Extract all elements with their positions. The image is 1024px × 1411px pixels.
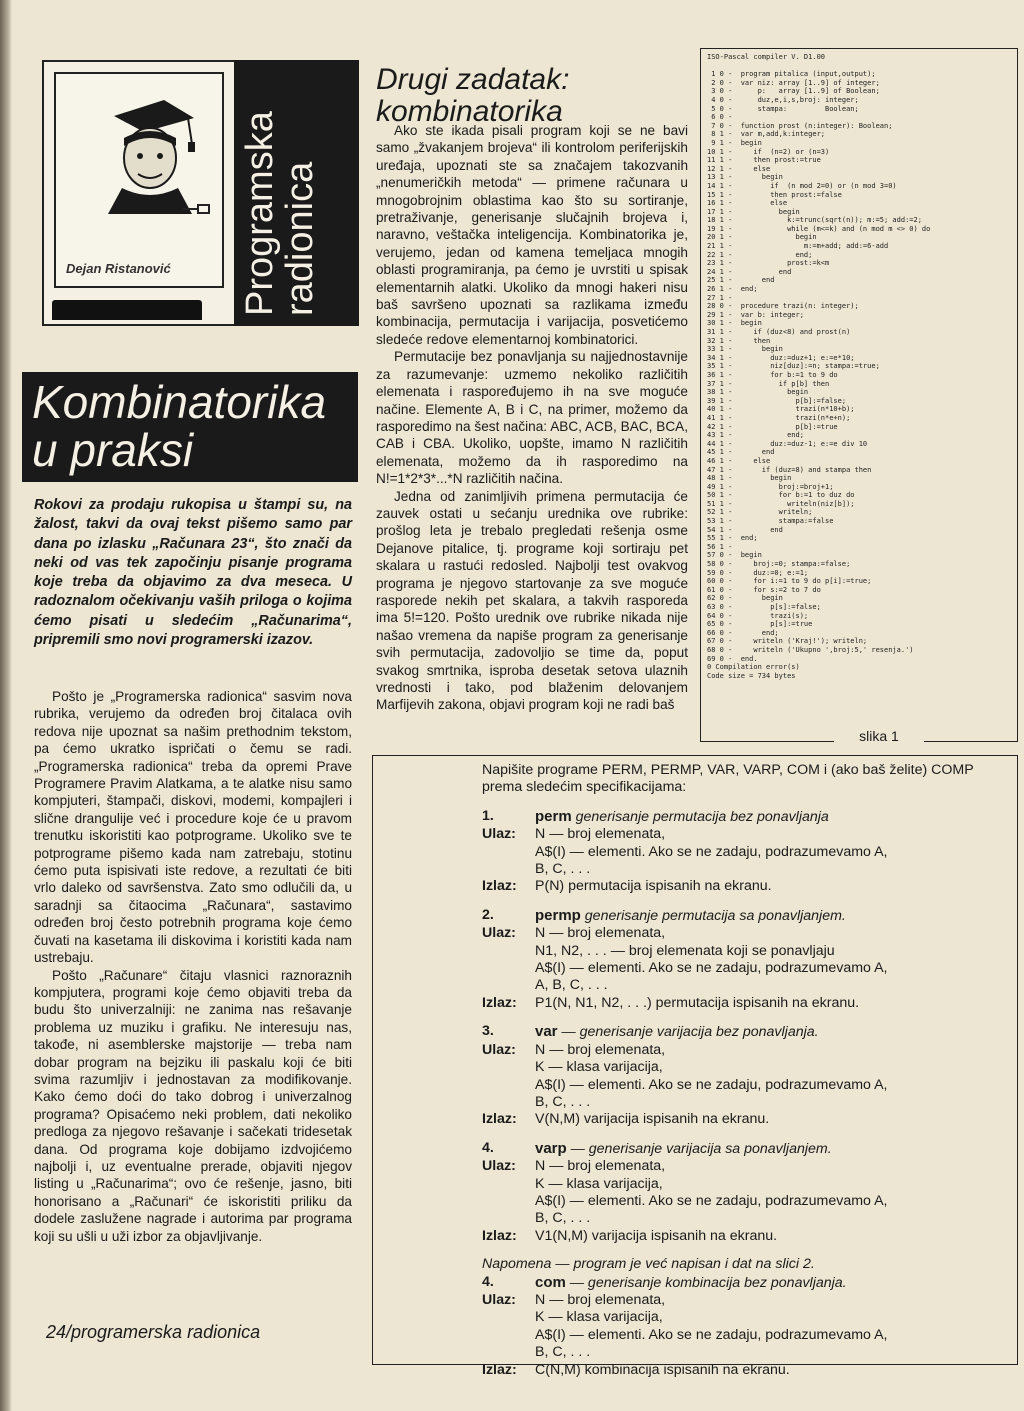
spec-input-text: A, B, C, . . .: [535, 977, 608, 994]
spec-input-row: [482, 1210, 987, 1227]
body-paragraph: Pošto „Računare“ čitaju vlasnici raznoraznih kompjutera, programi koje ćemo objaviti treba da budu što univerzalniji: ne zanima nas rešavanje problema uz muziku i grafiku. Ne interesuju nas, takođe, ni asemblerske majstorije — treba nam dobar program na bejziku ili paskalu koji će biti svima razumljiv i jednostavan za modifikovanje. Kako ćemo doći do tako dobrog i univerzalnog programa? Opisaćemo neki problem, dati nekoliko predloga za njegovo rešavanje i sačekati tridesetak dana. Od programa koje dobijamo izdvojićemo najbolji i, uz eventualne prerade, objaviti njegov listing u „Računarima“; ovo će rešenje, jasno, biti honorisano a „Računari“ će iskoristiti priliku da dodele zaslužene nagrade i autorima par programa koji su ušli u uži izbor za objavljivanje.: [34, 967, 352, 1244]
column-title-line-1: Programska: [239, 111, 281, 316]
spec-input-text: K — klasa varijacija,: [535, 1309, 663, 1326]
code-line: 3 0 - p: array [1..9] of Boolean;: [707, 87, 880, 96]
spec-input-row-label: [482, 1327, 535, 1344]
spec-item-heading: [535, 1141, 832, 1157]
monitor-screen: [54, 72, 224, 288]
spec-input-row-label: Ulaz:: [482, 826, 516, 843]
spec-input-row-label: Ulaz:: [482, 925, 516, 942]
spec-item-heading: [535, 1275, 847, 1291]
spec-input-text: A$(I) — elementi. Ako se ne zadaju, podrazumevamo A,: [535, 1326, 888, 1343]
code-line: 68 0 - writeln ('Ukupno ',broj:5,' resenja.'): [707, 645, 914, 654]
spec-input-row: [482, 1309, 987, 1326]
code-line: 62 0 - begin: [707, 594, 783, 603]
section-heading-line-1: Drugi zadatak:: [376, 63, 570, 96]
spec-input-text: A$(I) — elementi. Ako se ne zadaju, podrazumevamo A,: [535, 1076, 888, 1093]
spec-input-row-value: [535, 943, 987, 960]
code-listing-figure: [700, 48, 1018, 742]
article-title-line-1: Kombinatorika: [32, 376, 327, 428]
spec-output-row-value: [535, 1228, 987, 1245]
spec-input-row-label: Ulaz:: [482, 1041, 516, 1058]
spec-input-text: A$(I) — elementi. Ako se ne zadaju, podrazumevamo A,: [535, 843, 888, 860]
code-line: 43 1 - end;: [707, 431, 804, 440]
code-line: 54 1 - end: [707, 525, 783, 534]
spec-input-row-value: [535, 861, 987, 878]
code-line: 17 1 - begin: [707, 207, 800, 216]
code-line: 61 0 - for s:=2 to 7 do: [707, 585, 821, 594]
spec-input-row-label: [482, 977, 535, 994]
spec-gap: [482, 1245, 987, 1256]
code-line: ISO-Pascal compiler V. D1.00: [707, 53, 826, 61]
spec-input-row-value: [535, 844, 987, 861]
spec-item-permp-label: 2.: [482, 906, 494, 923]
code-line: 20 1 - begin: [707, 233, 817, 242]
spec-item-perm: [482, 808, 987, 826]
code-line: 45 1 - end: [707, 448, 775, 457]
spec-input-row-value: [535, 960, 987, 977]
spec-intro: Napišite programe PERM, PERMP, VAR, VARP, COM i (ako baš želite) COMP prema sledećim specifikacijama:: [482, 762, 974, 796]
spec-item-permp: [482, 907, 987, 925]
spec-item-perm-value: [535, 808, 987, 826]
spec-program-name: var: [535, 1023, 558, 1041]
code-line: 21 1 - m:=m+add; add:=6-add: [707, 242, 889, 251]
column-title-box: [234, 60, 359, 326]
code-line: 52 1 - writeln;: [707, 508, 813, 517]
code-line: 4 0 - duz,e,i,s,broj: integer;: [707, 95, 859, 104]
spec-gap: [482, 896, 987, 907]
code-line: 60 0 - for i:=1 to 9 do p[i]:=true;: [707, 577, 872, 586]
spec-program-name: varp: [535, 1139, 567, 1157]
spec-input-row-label: [482, 844, 535, 861]
code-line: 34 1 - duz:=duz+1; e:=e*10;: [707, 353, 855, 362]
spec-input-row-label: Ulaz:: [482, 1158, 516, 1175]
spec-input-text: K — klasa varijacija,: [535, 1175, 663, 1192]
column-title: [240, 76, 320, 316]
section-heading: [376, 64, 696, 128]
spec-input-row-label: [482, 861, 535, 878]
spec-input-text: A$(I) — elementi. Ako se ne zadaju, podrazumevamo A,: [535, 1192, 888, 1209]
code-line: 48 1 - begin: [707, 474, 792, 483]
computer-illustration: [42, 60, 236, 326]
spec-input-row-value: [535, 1094, 987, 1111]
spec-output-row-label: Izlaz:: [482, 878, 517, 895]
spec-input-row-label: [482, 1210, 535, 1227]
code-line: 59 0 - duz:=0; e:=1;: [707, 568, 809, 577]
spec-input-row: [482, 1292, 987, 1309]
spec-item-heading: [535, 809, 829, 825]
code-line: 8 1 - var m,add,k:integer;: [707, 130, 826, 139]
spec-input-text: N — broj elemenata,: [535, 1291, 666, 1308]
code-line: 66 0 - end;: [707, 628, 779, 637]
page-footer: 24/programerska radionica: [46, 1322, 261, 1342]
spec-input-text: B, C, . . .: [535, 1210, 591, 1227]
spec-input-row-value: [535, 1077, 987, 1094]
code-line: 1 0 - program pitalica (input,output);: [707, 70, 876, 79]
spec-gap: [482, 1129, 987, 1140]
spec-input-text: B, C, . . .: [535, 1344, 591, 1361]
code-line: 26 1 - end;: [707, 285, 758, 294]
code-line: 2 0 - var niz: array [1..9] of integer;: [707, 78, 880, 87]
code-line: 65 0 - p[s]:=true: [707, 620, 813, 629]
spec-input-row-value: [535, 1210, 987, 1227]
code-line: 15 1 - then prost:=false: [707, 190, 842, 199]
code-line: 6 0 -: [707, 113, 733, 122]
spec-input-row: [482, 1344, 987, 1361]
code-line: 30 1 - begin: [707, 319, 762, 328]
spec-input-row: [482, 861, 987, 878]
code-line: 36 1 - for b:=1 to 9 do: [707, 370, 838, 379]
spec-input-row: [482, 1327, 987, 1344]
spec-input-row-label: [482, 1176, 535, 1193]
spec-input-row: [482, 1042, 987, 1059]
spec-output-row-value: [535, 995, 987, 1012]
code-line: 29 1 - var b: integer;: [707, 310, 804, 319]
code-line: 32 1 - then: [707, 336, 771, 345]
spec-program-description: generisanje permutacija sa ponavljanjem.: [584, 907, 846, 924]
spec-item-varp-value: [535, 1140, 987, 1158]
article-title-line-2: u praksi: [32, 424, 194, 476]
code-line: 56 1 -: [707, 542, 733, 551]
page-gutter-shadow: [0, 0, 12, 1411]
pascal-code-listing: [707, 53, 1017, 680]
code-line: 33 1 - begin: [707, 345, 783, 354]
code-line: 39 1 - p[b]:=false;: [707, 396, 847, 405]
spec-input-row: [482, 1077, 987, 1094]
spec-output-row-value: [535, 1362, 987, 1379]
code-line: 5 0 - stampa: Boolean;: [707, 104, 859, 113]
spec-input-row-label: [482, 1094, 535, 1111]
spec-input-row-value: [535, 925, 987, 942]
spec-gap: [482, 1012, 987, 1023]
code-line: 25 1 - end: [707, 276, 775, 285]
spec-input-row: [482, 826, 987, 843]
spec-input-row-value: [535, 1344, 987, 1361]
spec-input-row-value: [535, 1158, 987, 1175]
author-name: Dejan Ristanović: [66, 261, 171, 276]
spec-input-row-value: [535, 1176, 987, 1193]
code-line: 41 1 - trazi(n*e+n);: [707, 413, 851, 422]
spec-program-name: com: [535, 1273, 566, 1291]
spec-input-text: A$(I) — elementi. Ako se ne zadaju, podrazumevamo A,: [535, 960, 888, 977]
spec-output-row: [482, 1228, 987, 1245]
spec-input-text: K — klasa varijacija,: [535, 1059, 663, 1076]
spec-input-row-label: [482, 1193, 535, 1210]
spec-input-row-value: [535, 1042, 987, 1059]
spec-item-permp-value: [535, 907, 987, 925]
spec-input-row: [482, 977, 987, 994]
spec-input-text: N — broj elemenata,: [535, 1041, 666, 1058]
spec-input-row-label: [482, 1344, 535, 1361]
spec-output-row-value: [535, 1111, 987, 1128]
spec-output-row: [482, 1362, 987, 1379]
code-line: 40 1 - trazi(n*10+b);: [707, 405, 855, 414]
spec-input-text: N — broj elemenata,: [535, 925, 666, 942]
code-line: 14 1 - if (n mod 2=0) or (n mod 3=0): [707, 181, 897, 190]
spec-input-row-label: [482, 1309, 535, 1326]
author-portrait-icon: [104, 94, 196, 214]
spec-output-text: P(N) permutacija ispisanih na ekranu.: [535, 878, 772, 895]
spec-output-row-label: Izlaz:: [482, 994, 517, 1011]
spec-item-com-label: 4.: [482, 1273, 494, 1290]
keyboard-icon: [52, 300, 202, 320]
body-paragraph: Ako ste ikada pisali program koji se ne bavi samo „žvakanjem brojeva“ ili kontrolom periferijskih uređaja, upoznati ste sa značajem takozvanih „nenumeričkih metoda“ — primene računara u mnogobrojnim oblastima kao što su sortiranje, pretraživanje, generisanje slučajnih brojeva i, naravno, veštačka inteligencija. Kombinatorika je, verujemo, jedan od kamena temeljaca mnogih oblasti programiranja, pa ćemo je uvrstiti u spisak elementarnih alatki. Ukoliko da mnogi hakeri nisu baš savršeno upoznati sa razlikama između kombinacija, permutacija i varijacija, posvetićemo sledeće redove elementarnoj kombinatorici.: [376, 123, 688, 347]
spec-input-row: [482, 1059, 987, 1076]
spec-program-name: perm: [535, 807, 572, 825]
code-line: 67 0 - writeln ('Kraj!'); writeln;: [707, 637, 868, 646]
code-line: 18 1 - k:=trunc(sqrt(n)); m:=5; add:=2;: [707, 216, 922, 225]
code-line: 47 1 - if (duz=8) and stampa then: [707, 465, 872, 474]
spec-program-description: — generisanje varijacija sa ponavljanjem.: [570, 1140, 832, 1157]
code-line: 19 1 - while (m<=k) and (n mod m <> 0) do: [707, 224, 931, 233]
spec-input-row: [482, 1094, 987, 1111]
spec-input-row-label: [482, 1077, 535, 1094]
code-line: 63 0 - p[s]:=false;: [707, 603, 821, 611]
body-middle-column: [376, 122, 688, 714]
code-line: 50 1 - for b:=1 to duz do: [707, 491, 855, 500]
spec-program-name: permp: [535, 906, 581, 924]
spec-input-row-label: [482, 943, 535, 960]
code-line: 57 0 - begin: [707, 551, 762, 560]
section-heading-line-2: kombinatorika: [376, 95, 563, 128]
spec-input-row-value: [535, 1309, 987, 1326]
code-line: 55 1 - end;: [707, 534, 758, 543]
spec-input-row-label: [482, 960, 535, 977]
code-line: 12 1 - else: [707, 164, 771, 173]
code-line: 7 0 - function prost (n:integer): Boolean;: [707, 121, 893, 130]
spec-item-var-label: 3.: [482, 1023, 494, 1040]
spec-input-text: N — broj elemenata,: [535, 1158, 666, 1175]
specification-list: [482, 762, 987, 1379]
spec-input-row-value: [535, 1193, 987, 1210]
spec-item-com: [482, 1274, 987, 1292]
spec-input-row: [482, 1193, 987, 1210]
code-line: 27 1 -: [707, 293, 733, 302]
spec-input-row-label: [482, 1059, 535, 1076]
code-line: 51 1 - writeln(niz[b]);: [707, 499, 855, 508]
spec-item-var: [482, 1023, 987, 1041]
body-left-column: [34, 688, 352, 1245]
code-line: 44 1 - duz:=duz-1; e:=e div 10: [707, 439, 868, 448]
body-paragraph: Jedna od zanimljivih primena permutacija će zauvek ostati u sećanju urednika ove rubrike: prošlog leta je trebalo pregledati rešenja osme Dejanove pitalice, tj. programe koji sortiraju pet skalara u rastući redosled. Najbolji test ovakvog programa je njegovo startovanje za sve moguće rasporede nekih pet skalara, a takvih rasporeda ima 5!=120. Pošto urednik ove rubrike nikada nije našao vremena da napiše program za generisanje svih permutacija, zadovoljio se time da, poput svakog smrtnika, isproba desetak setova ulaznih vrednosti i tako, pod blaženim delovanjem Marfijevih zakona, objavi program koji ne radi baš: [376, 488, 688, 713]
spec-output-row: [482, 995, 987, 1012]
code-line: 58 0 - broj:=0; stampa:=false;: [707, 560, 851, 569]
code-line: 38 1 - begin: [707, 388, 809, 397]
spec-input-row-label: Ulaz:: [482, 1291, 516, 1308]
article-title-banner: [22, 372, 358, 482]
spec-program-description: — generisanje kombinacija bez ponavljanja.: [569, 1274, 847, 1291]
spec-output-row: [482, 1111, 987, 1128]
spec-item-varp-label: 4.: [482, 1139, 494, 1156]
spec-item-com-value: [535, 1274, 987, 1292]
spec-output-row-value: [535, 878, 987, 895]
code-line: 64 0 - trazi(s);: [707, 611, 809, 620]
spec-input-row: [482, 844, 987, 861]
spec-output-row: [482, 878, 987, 895]
spec-output-row-label: Izlaz:: [482, 1361, 517, 1378]
code-line: 13 1 - begin: [707, 173, 783, 182]
spec-input-row: [482, 1176, 987, 1193]
spec-program-description: generisanje permutacija bez ponavljanja: [575, 808, 829, 825]
spec-output-row-label: Izlaz:: [482, 1111, 517, 1128]
code-line: 35 1 - niz[duz]:=n; stampa:=true;: [707, 362, 880, 371]
spec-input-row: [482, 960, 987, 977]
lead-paragraph: Rokovi za prodaju rukopisa u štampi su, na žalost, takvi da ovaj tekst pišemo samo par dana po izlasku „Računara 23“, što znači da neki od vas tek započinju pisanje programa koje treba da objavimo za dva meseca. U radoznalom očekivanju vaših priloga o kojima ćemo pisati u sledećim „Računarima“, pripremili smo novi programerski izazov.: [34, 497, 352, 649]
spec-output-text: P1(N, N1, N2, . . .) permutacija ispisanih na ekranu.: [535, 994, 860, 1011]
spec-input-text: B, C, . . .: [535, 1093, 591, 1110]
code-line: [707, 62, 1017, 71]
code-line: 9 1 - begin: [707, 138, 762, 147]
spec-item-varp: [482, 1140, 987, 1158]
body-paragraph: Permutacije bez ponavljanja su najjednostavnije za razumevanje: uzmemo nekoliko različitih elemenata i raspoređujemo ih na sve moguće načine. Elemente A, B i C, na primer, možemo da rasporedimo na šest načina: ABC, ACB, BAC, BCA, CAB i CBA. Ukoliko, uopšte, imamo N različitih elemenata, možemo da ih rasporedimo na N!=1*2*3*...*N različitih načina.: [376, 349, 688, 487]
code-line: 69 0 - end.: [707, 654, 758, 663]
spec-input-text: B, C, . . .: [535, 861, 591, 878]
spec-input-row: [482, 943, 987, 960]
spec-output-text: V(N,M) varijacija ispisanih na ekranu.: [535, 1111, 770, 1128]
code-line: 24 1 - end: [707, 267, 792, 276]
spec-input-row-value: [535, 1292, 987, 1309]
code-line: 53 1 - stampa:=false: [707, 517, 834, 526]
code-line: 11 1 - then prost:=true: [707, 156, 821, 165]
spec-input-text: N1, N2, . . . — broj elemenata koji se ponavljaju: [535, 942, 835, 959]
code-line: 31 1 - if (duz<8) and prost(n): [707, 328, 851, 336]
spec-input-row-value: [535, 826, 987, 843]
code-line: 42 1 - p[b]:=true: [707, 422, 838, 431]
spec-item-var-value: [535, 1023, 987, 1041]
spec-input-row-value: [535, 1327, 987, 1344]
code-line: 49 1 - broj:=broj+1;: [707, 482, 834, 491]
code-line: 10 1 - if (n=2) or (n=3): [707, 147, 830, 156]
spec-gap: [482, 797, 987, 808]
screen-key-icon: [182, 204, 210, 214]
spec-output-text: C(N,M) kombinacija ispisanih na ekranu.: [535, 1361, 790, 1378]
column-title-line-2: radionica: [279, 161, 321, 316]
spec-input-row-value: [535, 1059, 987, 1076]
spec-item-heading: [535, 1024, 819, 1040]
spec-input-row: [482, 925, 987, 942]
spec-note: Napomena — program je već napisan i dat na slici 2.: [482, 1256, 815, 1273]
code-line: 22 1 - end;: [707, 250, 813, 259]
code-line: 16 1 - else: [707, 199, 788, 208]
spec-item-perm-label: 1.: [482, 807, 494, 824]
spec-item-heading: [535, 908, 846, 924]
spec-program-description: — generisanje varijacija bez ponavljanja.: [561, 1024, 819, 1041]
spec-output-text: V1(N,M) varijacija ispisanih na ekranu.: [535, 1227, 778, 1244]
code-line: 0 Compilation error(s): [707, 663, 800, 672]
code-line: 23 1 - prost:=k<m: [707, 259, 830, 268]
code-line: 46 1 - else: [707, 456, 771, 465]
spec-input-text: N — broj elemenata,: [535, 826, 666, 843]
spec-input-row: [482, 1158, 987, 1175]
code-line: Code size = 734 bytes: [707, 671, 796, 680]
code-line: 37 1 - if p[b] then: [707, 379, 830, 388]
spec-input-row-value: [535, 977, 987, 994]
figure-caption: slika 1: [834, 728, 924, 744]
code-line: 28 0 - procedure trazi(n: integer);: [707, 302, 859, 311]
body-paragraph: Pošto je „Programerska radionica“ sasvim nova rubrika, verujemo da određen broj čitalaca ovih redova nije upoznat sa našim prethodnim tekstom, pa ćemo ukratko ispričati o čemu se radi. „Programerska radionica“ treba da opremi Prave Programere Pravim Alatkama, a te alatke nisu samo kompjuteri, štampači, diskovi, modemi, kompajleri i slične drangulije već i procedure koje će u pravom trenutku iskoristiti kao potprograme. Ukoliko sve te potprograme pišemo kada nam zatrebaju, stotinu ćemo puta ispisivati iste redove, a rezultati će biti vrlo daleko od savršenstva. Zato smo odlučili da, u saradnji sa čitaocima „Računara“, sastavimo određen broj često potrebnih programa koje ćemo čuvati na kasetama ili diskovima i koristiti kada nam ustrebaju.: [34, 689, 352, 966]
spec-output-row-label: Izlaz:: [482, 1227, 517, 1244]
